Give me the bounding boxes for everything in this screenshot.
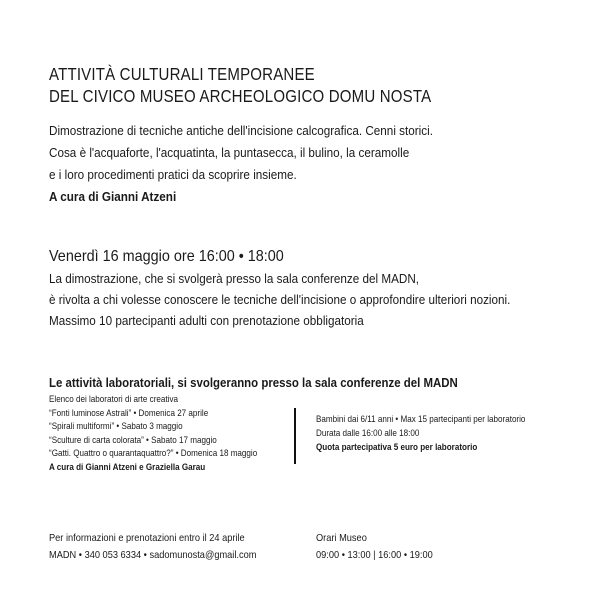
vertical-divider	[294, 408, 296, 464]
footer-hours-title: Orari Museo	[316, 532, 367, 544]
title-line-2: DEL CIVICO MUSEO ARCHEOLOGICO DOMU NOSTA	[49, 86, 432, 106]
intro-line-2: Cosa è l'acquaforte, l'acquatinta, la puntasecca, il bulino, la ceramolle	[49, 145, 410, 160]
footer-hours	[316, 530, 433, 564]
lab-item: “Gatti. Quattro o quarantaquattro?” • Domenica 18 maggio	[49, 448, 258, 459]
labs-curators: A cura di Gianni Atzeni e Graziella Garau	[49, 461, 206, 472]
event-description	[49, 268, 510, 331]
intro-line-3: e i loro procedimenti pratici da scoprire insieme.	[49, 167, 297, 182]
lab-item: “Sculture di carta colorata” • Sabato 17 maggio	[49, 434, 217, 445]
labs-info-line-2: Durata dalle 16:00 alle 18:00	[316, 428, 420, 438]
footer-info-title: Per informazioni e prenotazioni entro il 24 aprile	[49, 532, 245, 544]
event-line-2: è rivolta a chi volesse conoscere le tecniche dell'incisione o approfondire ulteriori nozioni.	[49, 292, 511, 307]
event-line-3: Massimo 10 partecipanti adulti con prenotazione obbligatoria	[49, 313, 364, 328]
footer-contacts	[49, 530, 256, 564]
labs-info	[316, 412, 525, 454]
lab-item: “Fonti luminose Astrali” • Domenica 27 aprile	[49, 407, 209, 418]
intro-line-1: Dimostrazione di tecniche antiche dell'incisione calcografica. Cenni storici.	[49, 123, 433, 138]
footer-hours-line: 09:00 • 13:00 | 16:00 • 19:00	[316, 549, 433, 561]
intro-curator: A cura di Gianni Atzeni	[49, 189, 177, 204]
labs-list-title: Elenco dei laboratori di arte creativa	[49, 394, 178, 404]
labs-fee: Quota partecipativa 5 euro per laboratorio	[316, 442, 478, 452]
labs-list	[49, 393, 257, 475]
lab-item: “Spirali multiformi” • Sabato 3 maggio	[49, 421, 183, 432]
event-datetime: Venerdì 16 maggio ore 16:00 • 18:00	[49, 248, 284, 265]
page-title	[49, 63, 431, 107]
labs-info-line-1: Bambini dai 6/11 anni • Max 15 partecipanti per laboratorio	[316, 414, 526, 424]
labs-heading: Le attività laboratoriali, si svolgeranno presso la sala conferenze del MADN	[49, 375, 458, 390]
intro-text	[49, 120, 433, 208]
title-line-1: ATTIVITÀ CULTURALI TEMPORANEE	[49, 64, 315, 84]
event-line-1: La dimostrazione, che si svolgerà presso la sala conferenze del MADN,	[49, 271, 420, 286]
footer-contacts-line: MADN • 340 053 6334 • sadomunosta@gmail.com	[49, 549, 257, 561]
